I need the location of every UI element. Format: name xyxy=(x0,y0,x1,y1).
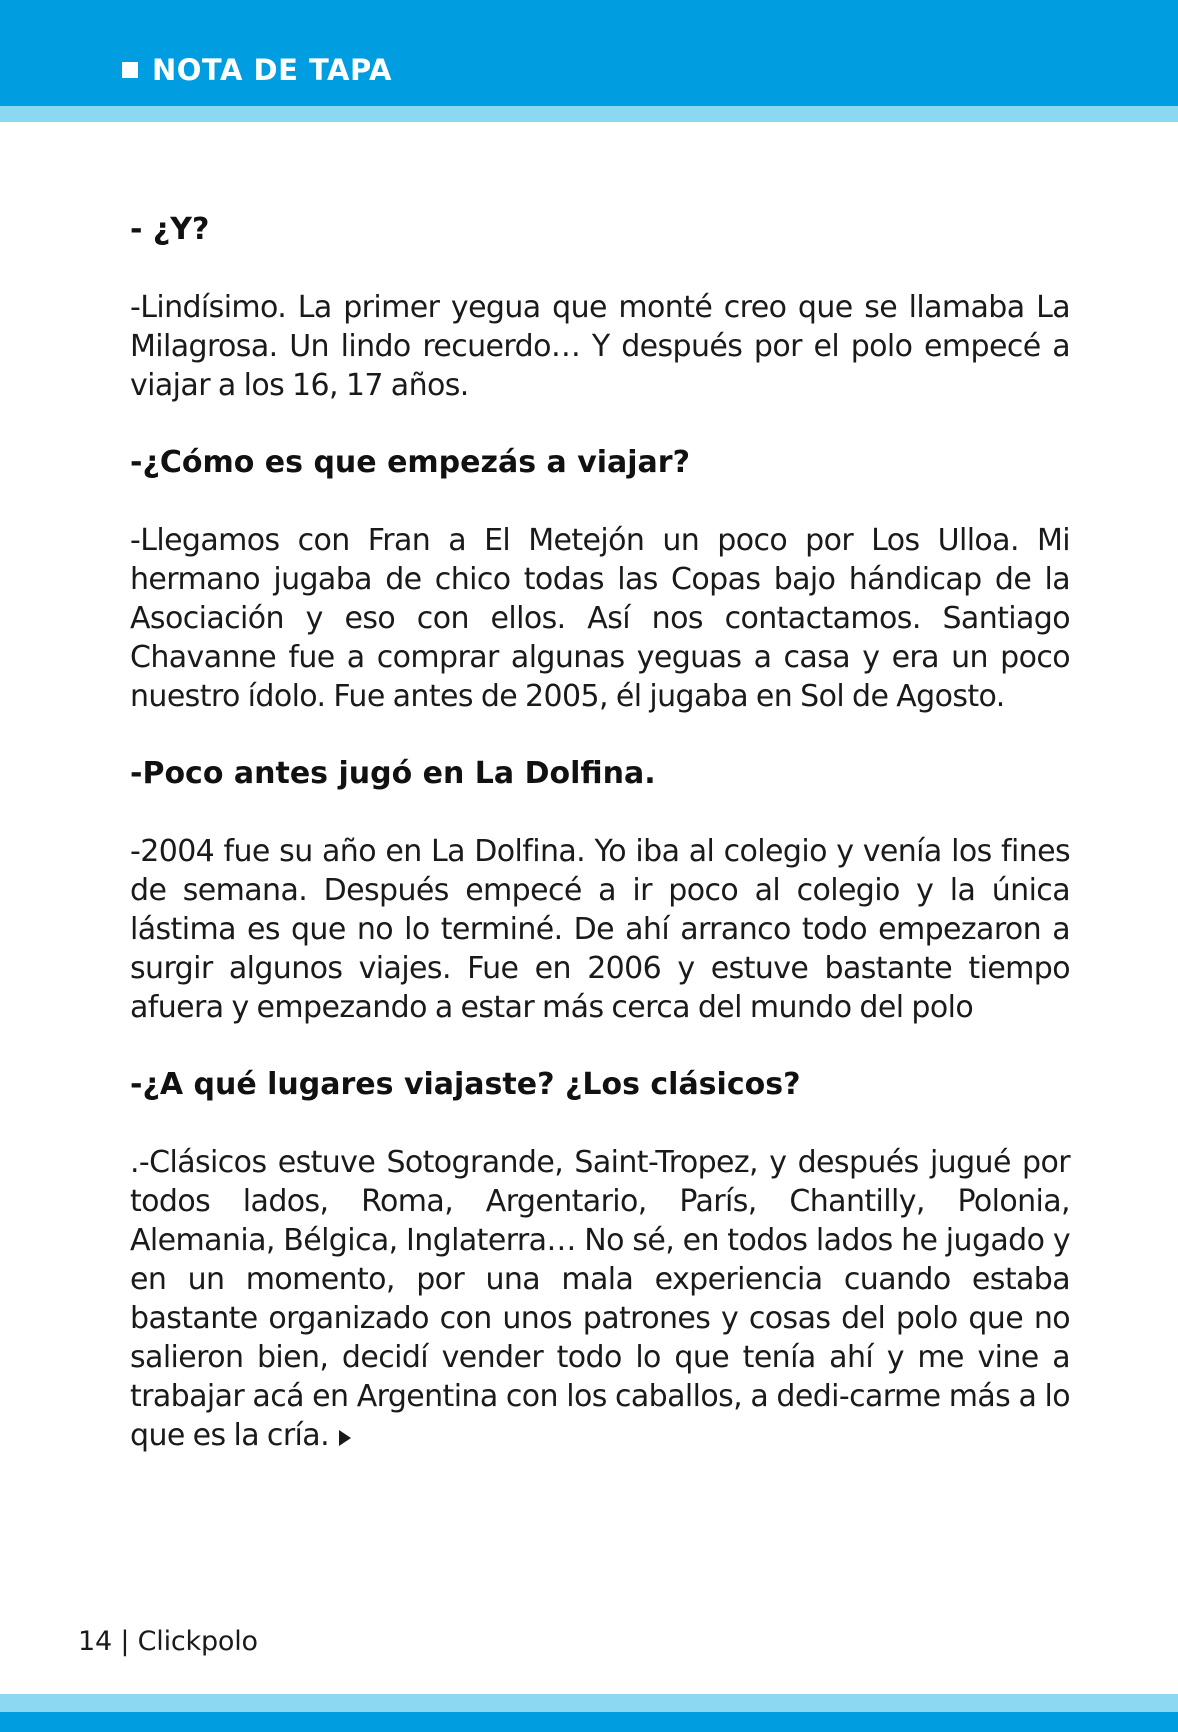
page-footer-label: 14 | Clickpolo xyxy=(78,1626,258,1657)
footer-stripe xyxy=(0,1694,1178,1712)
interview-answer: -Lindísimo. La primer yegua que monté creo que se llamaba La Milagrosa. Un lindo recuerdo… Y después por el polo empecé a viajar a los 16, 17 años. xyxy=(130,290,1070,403)
interview-question: -¿Cómo es que empezás a viajar? xyxy=(130,445,690,480)
interview-question: -¿A qué lugares viajaste? ¿Los clásicos? xyxy=(130,1067,801,1102)
interview-question: - ¿Y? xyxy=(130,212,210,247)
footer-bar xyxy=(0,1712,1178,1732)
square-icon xyxy=(122,62,138,78)
interview-answer-last xyxy=(130,1143,1070,1455)
section-label-text: NOTA DE TAPA xyxy=(152,53,392,87)
interview-answer: -2004 fue su año en La Dolfina. Yo iba al colegio y venía los fines de semana. Después empecé a ir poco al colegio y la única lástima es que no lo terminé. De ahí arranco todo empezaron a surgir algunos viajes. Fue en 2006 y estuve bastante tiempo afuera y empezando a estar más cerca del mundo del polo xyxy=(130,834,1070,1025)
interview-answer: -Llegamos con Fran a El Metejón un poco por Los Ulloa. Mi hermano jugaba de chico todas las Copas bajo hándicap de la Asociación y eso con ellos. Así nos contactamos. Santiago Chavanne fue a comprar algunas yeguas a casa y era un poco nuestro ídolo. Fue antes de 2005, él jugaba en Sol de Agosto. xyxy=(130,523,1070,714)
triangle-right-icon xyxy=(339,1430,351,1446)
interview-question: -Poco antes jugó en La Dolfina. xyxy=(130,756,656,791)
header-stripe xyxy=(0,106,1178,122)
interview-answer-text: .-Clásicos estuve Sotogrande, Saint-Tropez, y después jugué por todos lados, Roma, Argentario, París, Chantilly, Polonia, Alemania, Bélgica, Inglaterra… No sé, en todos lados he jugado y en un momento, por una mala experiencia cuando estaba bastante organizado con unos patrones y cosas del polo que no salieron bien, decidí vender todo lo que tenía ahí y me vine a trabajar acá en Argentina con los caballos, a dedi-carme más a lo que es la cría. xyxy=(130,1145,1070,1453)
section-label xyxy=(122,50,392,90)
article-body xyxy=(130,210,1070,1493)
